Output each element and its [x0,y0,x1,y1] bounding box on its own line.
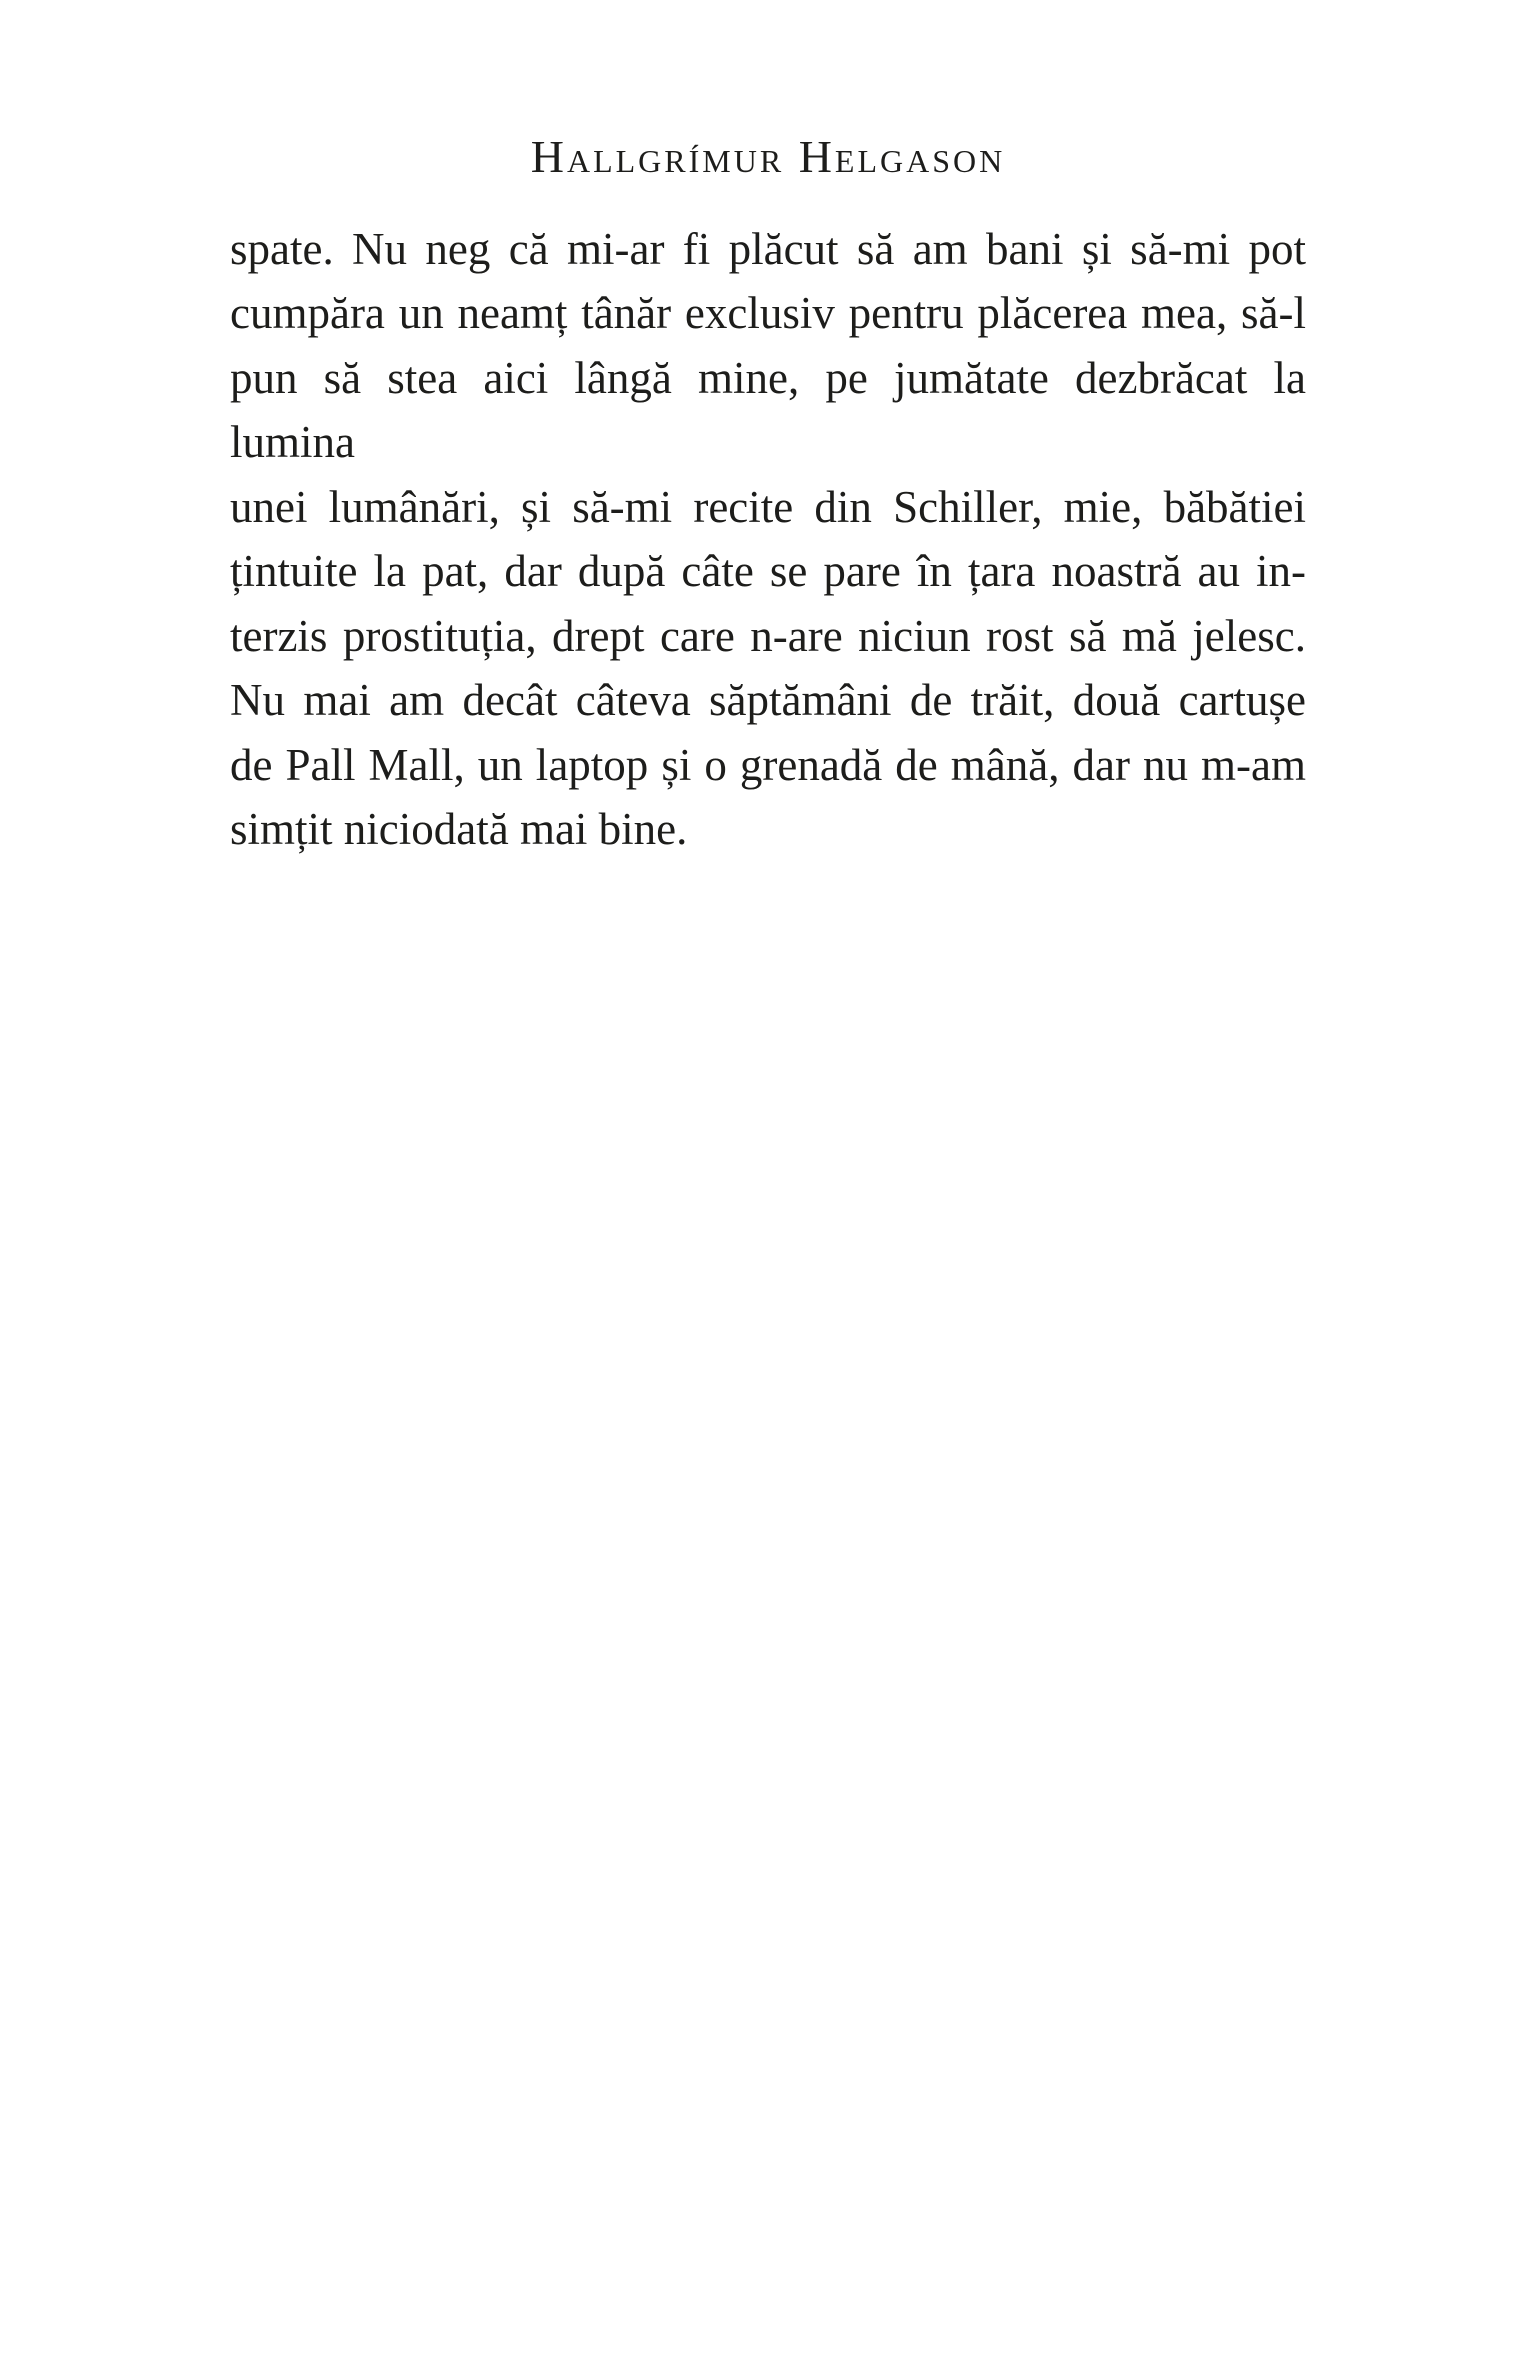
paragraph-line: cumpăra un neamț tânăr exclusiv pentru plăcerea mea, să-l [230,288,1306,339]
paragraph-line: țintuite la pat, dar după câte se pare în țara noastră au in- [230,546,1306,597]
paragraph-block [230,217,1306,862]
paragraph-line-last: simțit niciodată mai bine. [230,804,688,855]
paragraph-line: de Pall Mall, un laptop și o grenadă de mână, dar nu m-am [230,739,1306,790]
running-header-author-name: Hallgrímur Helgason [530,131,1006,182]
paragraph-line: Nu mai am decât câteva săptămâni de trăit, două cartușe [230,675,1306,726]
paragraph-line: spate. Nu neg că mi-ar fi plăcut să am bani și să-mi pot [230,223,1306,274]
paragraph-line: terzis prostituția, drept care n-are niciun rost să mă jelesc. [230,610,1306,661]
paragraph-line: pun să stea aici lângă mine, pe jumătate dezbrăcat la lumina [230,352,1306,468]
paragraph-line: unei lumânări, și să-mi recite din Schiller, mie, băbătiei [230,481,1306,532]
